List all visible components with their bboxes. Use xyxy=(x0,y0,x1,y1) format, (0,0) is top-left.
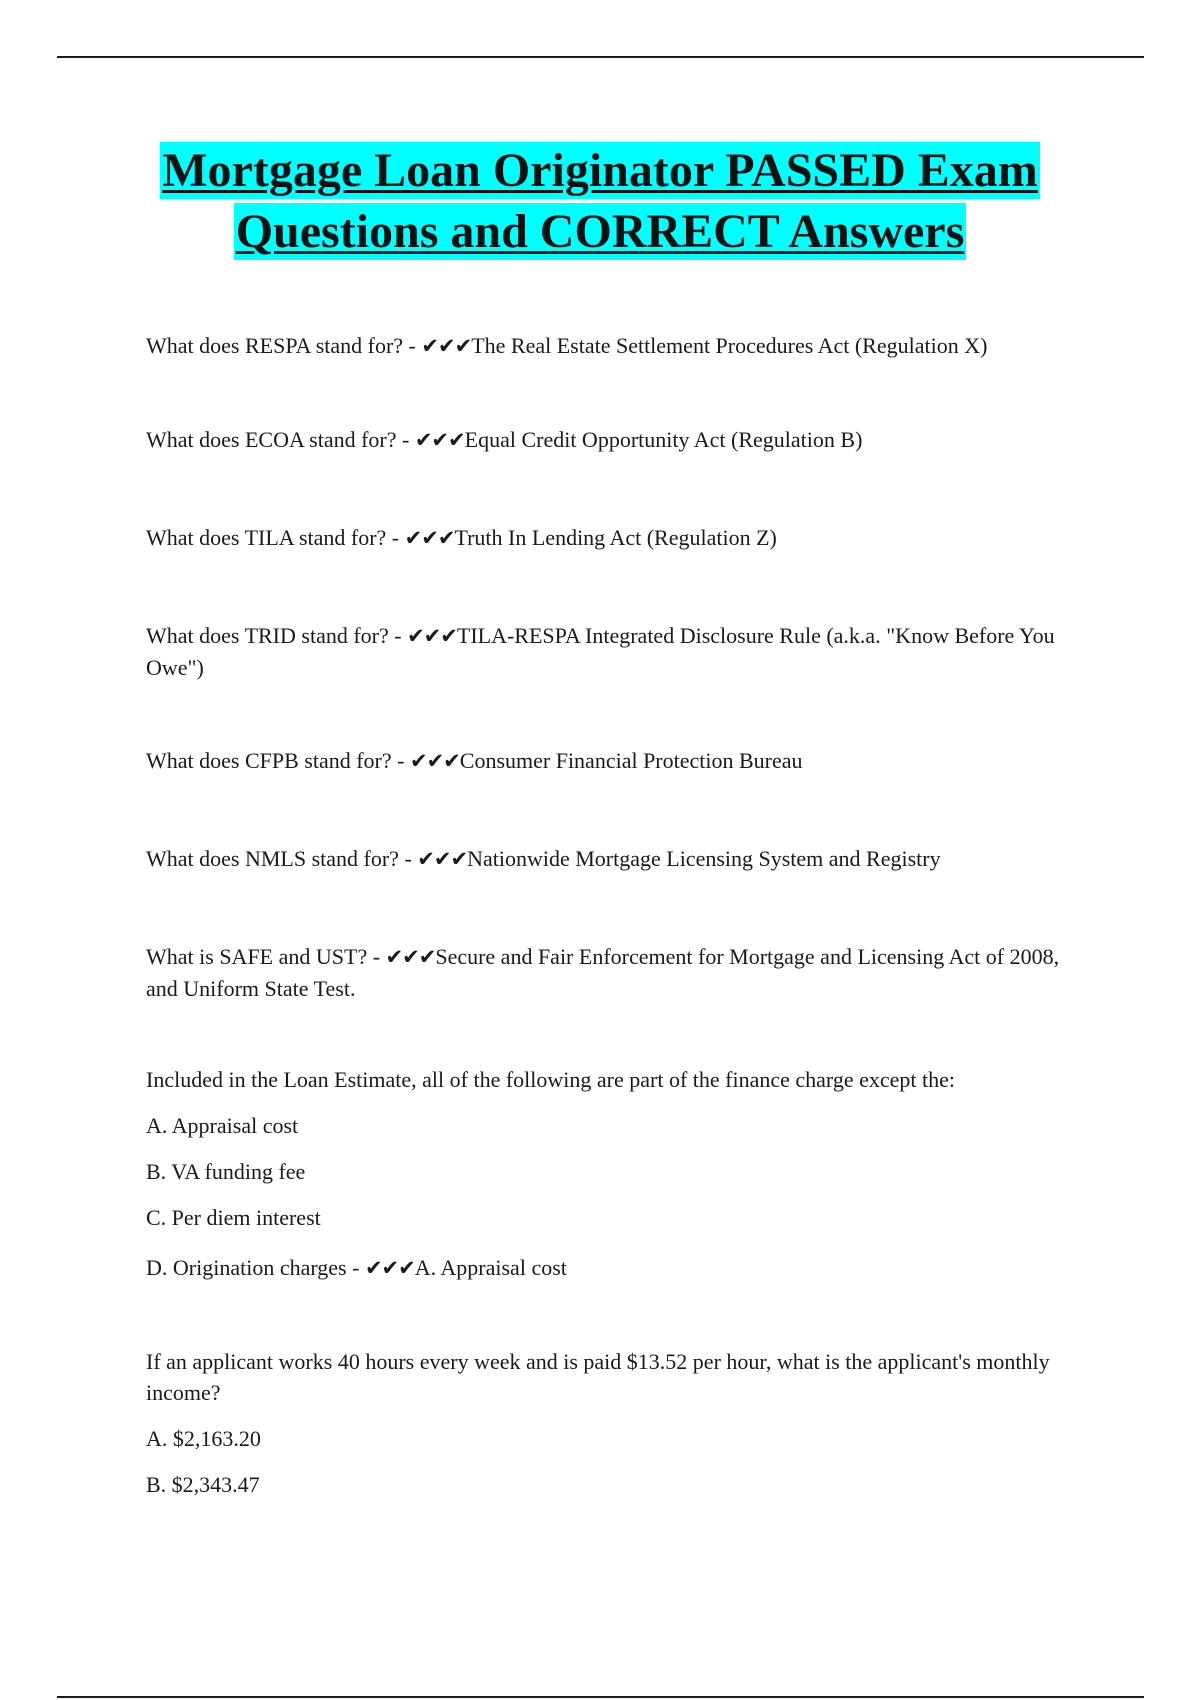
answer-text: Nationwide Mortgage Licensing System and Registry xyxy=(467,846,941,871)
option-b: B. $2,343.47 xyxy=(146,1472,260,1497)
answer-text: Consumer Financial Protection Bureau xyxy=(459,748,803,773)
answer-text: Truth In Lending Act (Regulation Z) xyxy=(454,525,777,550)
qa-item-respa xyxy=(146,330,1066,362)
check-marks-icon: ✔✔✔ xyxy=(409,749,460,773)
top-rule xyxy=(57,56,1144,58)
multiple-choice-monthly-income xyxy=(146,1346,1066,1500)
question-text: What is SAFE and UST? - xyxy=(146,944,386,969)
answer-text: Equal Credit Opportunity Act (Regulation B) xyxy=(464,427,863,452)
answer-text: A. Appraisal cost xyxy=(414,1255,567,1280)
question-text: What does CFPB stand for? - xyxy=(146,748,410,773)
question-text: What does TILA stand for? - xyxy=(146,525,405,550)
option-d xyxy=(146,1252,1066,1284)
title-line-1: Mortgage Loan Originator PASSED Exam xyxy=(162,144,1038,197)
qa-item-ecoa xyxy=(146,424,1066,456)
qa-item-tila xyxy=(146,522,1066,554)
check-marks-icon: ✔✔✔ xyxy=(421,334,472,358)
multiple-choice-finance-charge xyxy=(146,1064,1066,1284)
check-marks-icon: ✔✔✔ xyxy=(417,847,468,871)
option-b: B. VA funding fee xyxy=(146,1159,306,1184)
document-title xyxy=(60,142,1140,260)
answer-text: Secure and Fair Enforcement for Mortgage and Licensing Act of 2008, and Uniform State Test. xyxy=(146,944,1060,1001)
question-text: What does TRID stand for? - xyxy=(146,623,408,648)
option-text: D. Origination charges - xyxy=(146,1255,365,1280)
check-marks-icon: ✔✔✔ xyxy=(407,624,457,648)
option-a: A. Appraisal cost xyxy=(146,1113,299,1138)
question-text: If an applicant works 40 hours every week and is paid $13.52 per hour, what is the applicant's monthly income? xyxy=(146,1349,1050,1405)
qa-item-nmls xyxy=(146,843,1066,875)
check-marks-icon: ✔✔✔ xyxy=(364,1256,415,1280)
answer-text: TILA-RESPA Integrated Disclosure Rule (a.k.a. "Know Before You Owe") xyxy=(146,623,1055,680)
check-marks-icon: ✔✔✔ xyxy=(385,945,436,969)
question-text: What does ECOA stand for? - xyxy=(146,427,415,452)
document-body xyxy=(146,330,1066,1500)
check-marks-icon: ✔✔✔ xyxy=(414,428,465,452)
qa-item-cfpb xyxy=(146,745,1066,777)
option-a: A. $2,163.20 xyxy=(146,1426,261,1451)
qa-item-safe-ust xyxy=(146,941,1066,1004)
question-text: Included in the Loan Estimate, all of the following are part of the finance charge except the: xyxy=(146,1067,955,1092)
qa-item-trid xyxy=(146,620,1066,683)
option-c: C. Per diem interest xyxy=(146,1205,321,1230)
title-line-2: Questions and CORRECT Answers xyxy=(235,205,965,258)
question-text: What does RESPA stand for? - xyxy=(146,333,422,358)
check-marks-icon: ✔✔✔ xyxy=(404,526,455,550)
question-text: What does NMLS stand for? - xyxy=(146,846,418,871)
answer-text: The Real Estate Settlement Procedures Act (Regulation X) xyxy=(471,333,988,358)
bottom-rule xyxy=(57,1696,1144,1698)
